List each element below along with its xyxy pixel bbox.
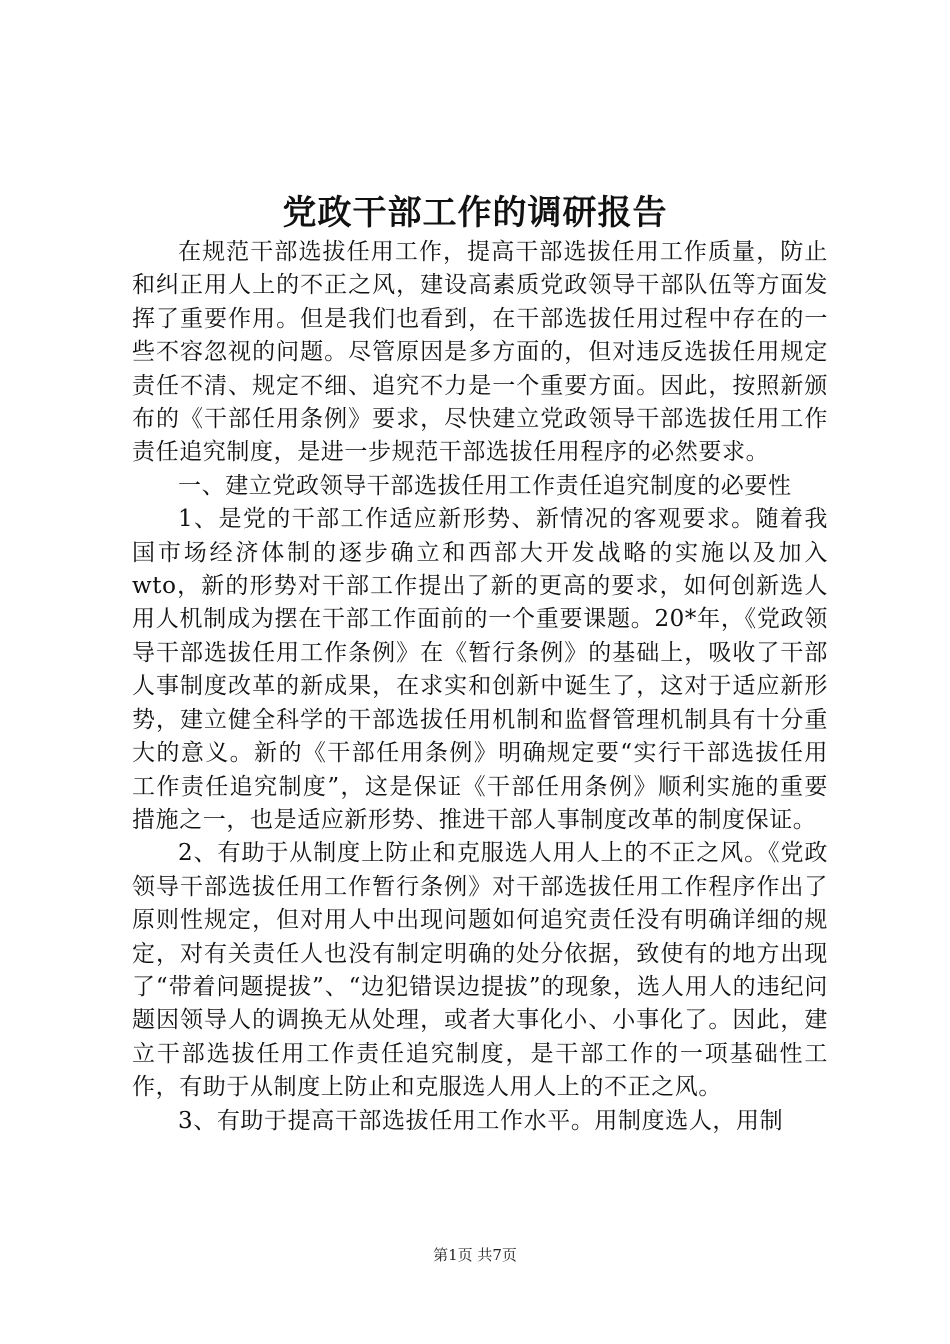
paragraph-intro: 在规范干部选拔任用工作，提高干部选拔任用工作质量，防止和纠正用人上的不正之风，建设高素质党政领导干部队伍等方面发挥了重要作用。但是我们也看到，在干部选拔任用过程中存在的一些不容忽视的问题。尽管原因是多方面的，但对违反选拔任用规定责任不清、规定不细、追究不力是一个重要方面。因此，按照新颁布的《干部任用条例》要求，尽快建立党政领导干部选拔任用工作责任追究制度，是进一步规范干部选拔任用程序的必然要求。 <box>132 239 828 466</box>
document-body <box>132 236 828 1138</box>
paragraph-point-1: 1、是党的干部工作适应新形势、新情况的客观要求。随着我国市场经济体制的逐步确立和西部大开发战略的实施以及加入wto，新的形势对干部工作提出了新的更高的要求，如何创新选人用人机制成为摆在干部工作面前的一个重要课题。20*年，《党政领导干部选拔任用工作条例》在《暂行条例》的基础上，吸收了干部人事制度改革的新成果，在求实和创新中诞生了，这对于适应新形势，建立健全科学的干部选拔任用机制和监督管理机制具有十分重大的意义。新的《干部任用条例》明确规定要“实行干部选拔任用工作责任追究制度”，这是保证《干部任用条例》顺利实施的重要措施之一，也是适应新形势、推进干部人事制度改革的制度保证。 <box>132 506 828 833</box>
paragraph-point-2: 2、有助于从制度上防止和克服选人用人上的不正之风。《党政领导干部选拔任用工作暂行条例》对干部选拔任用工作程序作出了原则性规定，但对用人中出现问题如何追究责任没有明确详细的规定，对有关责任人也没有制定明确的处分依据，致使有的地方出现了“带着问题提拔”、“边犯错误边提拔”的现象，选人用人的违纪问题因领导人的调换无从处理，或者大事化小、小事化了。因此，建立干部选拔任用工作责任追究制度，是干部工作的一项基础性工作，有助于从制度上防止和克服选人用人上的不正之风。 <box>132 840 828 1101</box>
page-footer: 第1页 共7页 <box>433 1246 517 1264</box>
section-heading-1: 一、建立党政领导干部选拔任用工作责任追究制度的必要性 <box>178 472 792 499</box>
document-title: 党政干部工作的调研报告 <box>282 193 668 233</box>
paragraph-point-3: 3、有助于提高干部选拔任用工作水平。用制度选人，用制 <box>178 1107 784 1134</box>
